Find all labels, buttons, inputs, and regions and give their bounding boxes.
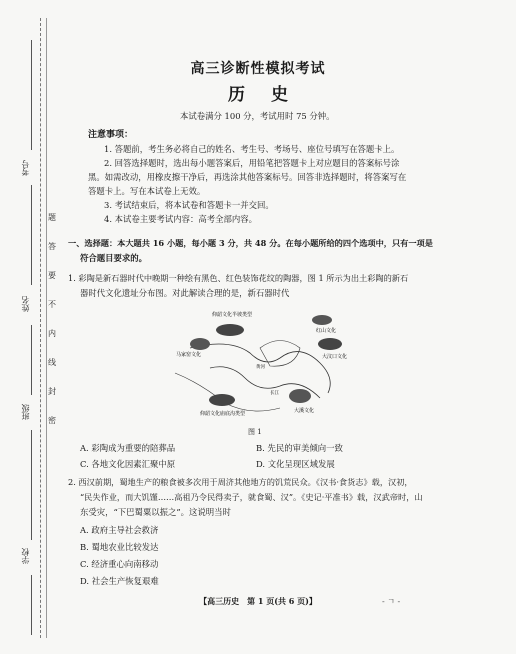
- pottery-icon: [209, 394, 235, 406]
- seal-char: 密: [48, 416, 56, 425]
- notice-item: 答题卡上。写在本试卷上无效。: [88, 186, 206, 196]
- map-label: 大溪文化: [294, 408, 315, 414]
- pottery-icon: [318, 338, 342, 350]
- notice-item: 4. 本试卷主要考试内容：高考全部内容。: [104, 214, 258, 224]
- notice-item: 2. 回答选择题时，选出每小题答案后，用铅笔把答题卡上对应题目的答案标号涂: [104, 158, 400, 168]
- map-label: 马家窑文化: [176, 352, 202, 358]
- subject-title: 历史: [228, 85, 314, 105]
- school-label: 学校: [21, 548, 30, 564]
- q2-stem-cont: “民失作业，而大饥馑……高祖乃令民得卖子，就食蜀、汉”。《史记·平准书》载，汉武帝时，山: [80, 492, 423, 502]
- map-label: 仰韶文化半坡类型: [212, 312, 253, 318]
- q2-option-a: A. 政府主导社会救济: [80, 525, 159, 535]
- pottery-icon: [312, 315, 332, 325]
- name-line-upper: [31, 185, 33, 285]
- page-footer: 【高三历史 第 1 页(共 6 页)】: [199, 596, 317, 606]
- map-label: 仰韶文化庙底沟类型: [200, 411, 246, 417]
- class-label: 班级: [21, 404, 30, 420]
- section-heading-cont: 符合题目要求的。: [80, 253, 147, 263]
- q2-stem: 2. 西汉前期，蜀地生产的粮食被多次用于周济其他地方的饥荒民众。《汉书·食货志》载，汉初，: [68, 477, 413, 487]
- seal-char: 要: [48, 271, 56, 280]
- q1-stem: 1. 彩陶是新石器时代中晚期一种绘有黑色、红色装饰花纹的陶器，图 1 所示为出土彩陶的新石: [68, 273, 409, 283]
- class-line: [31, 430, 33, 540]
- corner-mark: - ㄱ -: [382, 597, 401, 606]
- seal-char: 不: [48, 300, 56, 309]
- q2-stem-cont: 东受灾，“下巴蜀粟以振之”。这说明当时: [80, 507, 231, 517]
- seal-char: 线: [48, 358, 56, 367]
- seal-char: 封: [48, 387, 56, 396]
- map-label: 黄河: [256, 365, 265, 370]
- q2-option-b: B. 蜀地农业比较发达: [80, 542, 159, 552]
- notice-heading: 注意事项：: [88, 130, 134, 140]
- exam-title: 高三诊断性模拟考试: [190, 61, 326, 77]
- q1-option-c: C. 各地文化因素汇聚中原: [80, 459, 176, 469]
- kaohao-label: 考号: [21, 160, 30, 176]
- figure-caption: 图 1: [248, 428, 262, 436]
- q2-option-c: C. 经济重心向南移动: [80, 559, 159, 569]
- neolithic-culture-map: [170, 308, 370, 426]
- seal-char: 题: [48, 213, 56, 222]
- pottery-icon: [190, 338, 210, 350]
- q1-option-b: B. 先民的审美倾向一致: [256, 443, 343, 453]
- seal-char: 答: [48, 242, 56, 251]
- q1-option-a: A. 彩陶成为重要的陪葬品: [80, 443, 176, 453]
- name-line: [31, 325, 33, 395]
- section-heading: 一、选择题：本大题共 16 小题，每小题 3 分，共 48 分。在每小题所给的四个选项中，只有一项是: [68, 238, 433, 248]
- region-outline: [260, 341, 300, 367]
- seal-char: 内: [48, 329, 56, 338]
- map-label: 红山文化: [316, 328, 337, 334]
- pottery-icon: [216, 324, 244, 336]
- notice-item: 3. 考试结束后，将本试卷和答题卡一并交回。: [104, 200, 274, 210]
- q1-option-d: D. 文化呈现区域发展: [256, 459, 335, 469]
- notice-item: 黑。如需改动，用橡皮擦干净后，再选涂其他答案标号。回答非选择题时，将答案写在: [88, 172, 407, 182]
- binding-dashed-line: [40, 18, 42, 638]
- q1-stem-cont: 器时代文化遗址分布图。对此解读合理的是，新石器时代: [80, 288, 290, 298]
- q2-option-d: D. 社会生产恢复艰难: [80, 576, 159, 586]
- map-label: 长江: [270, 391, 279, 396]
- map-label: 大汶口文化: [322, 354, 348, 360]
- score-time-info: 本试卷满分 100 分，考试用时 75 分钟。: [180, 111, 335, 121]
- name-label: 姓名: [21, 296, 30, 312]
- pottery-icon: [289, 389, 311, 403]
- notice-item: 1. 答题前，考生务必将自己的姓名、考生号、考场号、座位号填写在答题卡上。: [104, 144, 400, 154]
